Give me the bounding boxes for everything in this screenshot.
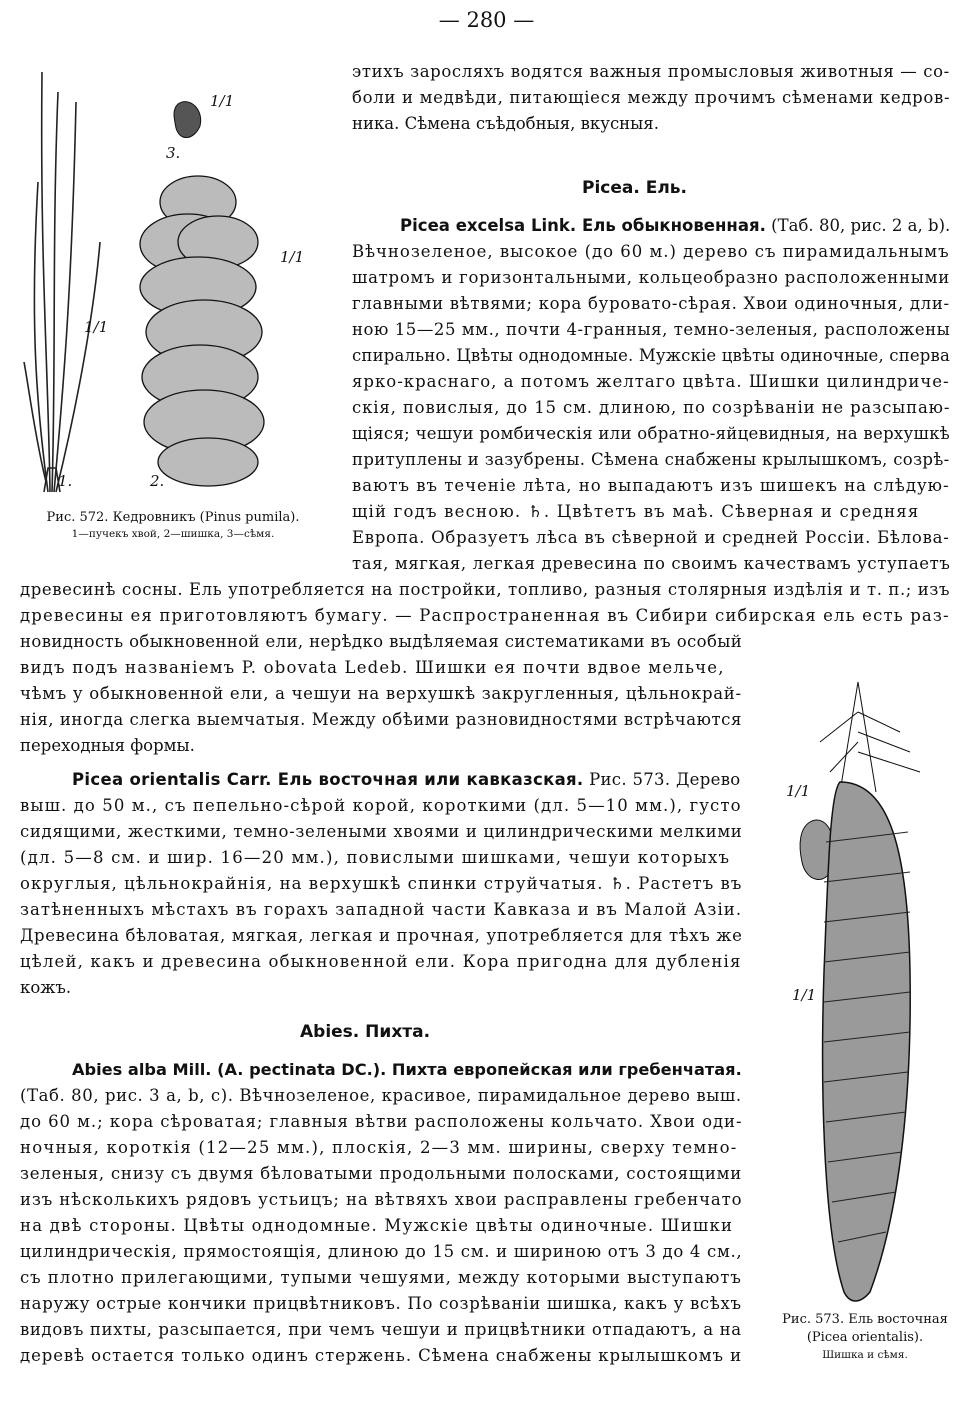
fig572-scale-needles: 1/1: [84, 318, 109, 336]
text-line: до 60 м.; кора сѣроватая; главныя вѣтви расположены кольчато. Хвои оди-: [20, 1112, 743, 1131]
text-line: видовъ пихты, разсыпается, при чемъ чешуи и прицвѣтники отпадаютъ, а на: [20, 1320, 742, 1339]
text-line: изъ нѣсколькихъ рядовъ устьицъ; на вѣтвяхъ хвои расправлены гребенчато: [20, 1190, 743, 1209]
cone-drawing: [823, 782, 911, 1301]
fig572-label-2: 2.: [150, 472, 165, 490]
text-line: щіяся; чешуи ромбическія или обратно-яйцевидныя, на верхушкѣ: [352, 424, 951, 443]
cone-tip-drawing: [820, 682, 920, 792]
picea-orientalis-first-line: [72, 772, 741, 789]
text-line: нія, иногда слегка выемчатыя. Между обѣими разновидностями встрѣчаются: [20, 710, 742, 729]
text-line: главными вѣтвями; кора буровато-сѣрая. Хвои одиночныя, дли-: [352, 294, 950, 313]
needle-bundle-drawing: [24, 72, 100, 492]
text-line: (Таб. 80, рис. 3 a, b, c). Вѣчнозеленое, красивое, пирамидальное дерево выш.: [20, 1086, 742, 1105]
text-line: Древесина бѣловатая, мягкая, легкая и прочная, употребляется для тѣхъ же: [20, 926, 743, 945]
cone-drawing: [140, 176, 264, 486]
fig572-label-1: 1.: [58, 472, 73, 490]
page-number: — 280 —: [438, 8, 535, 32]
text-line: скія, повислыя, до 15 см. длиною, по созрѣваніи не разсыпаю-: [352, 398, 951, 417]
text-line: древесинѣ сосны. Ель употребляется на постройки, топливо, разныя столярныя издѣлія и т. п.; изъ: [20, 580, 951, 599]
fig573-scale-cone: 1/1: [792, 986, 817, 1004]
picea-excelsa-first-line: [400, 218, 950, 235]
fig572-label-3: 3.: [166, 144, 181, 162]
text-line: боли и медвѣди, питающіеся между прочимъ сѣменами кедров-: [352, 88, 951, 107]
text-line: сидящими, жесткими, темно-зелеными хвоями и цилиндрическими мелкими: [20, 822, 743, 841]
picea-excelsa-ref: (Таб. 80, рис. 2 a, b).: [771, 216, 951, 235]
text-line: видъ подъ названіемъ P. obovata Ledeb. Шишки ея почти вдвое мельче,: [20, 658, 725, 677]
text-line: на двѣ стороны. Цвѣты однодомные. Мужскіе цвѣты одиночные. Шишки: [20, 1216, 734, 1235]
abies-heading: Abies. Пихта.: [300, 1022, 431, 1042]
seed-drawing: [174, 102, 201, 138]
text-line: округлыя, цѣльнокрайнія, на верхушкѣ спинки струйчатыя. ♄. Растетъ въ: [20, 874, 743, 893]
figure-573-caption-3: Шишка и сѣмя.: [822, 1349, 908, 1361]
text-line: съ плотно прилегающими, тупыми чешуями, между которыми выступаютъ: [20, 1268, 742, 1287]
text-line: притуплены и зазубрены. Сѣмена снабжены крылышкомъ, созрѣ-: [352, 450, 950, 469]
text-line: щій годъ весною. ♄. Цвѣтетъ въ маѣ. Сѣверная и средняя: [352, 502, 920, 521]
text-line: древесины ея приготовляютъ бумагу. — Распространенная въ Сибири сибирская ель есть раз-: [20, 606, 950, 625]
text-line: спирально. Цвѣты однодомные. Мужскіе цвѣты одиночные, сперва: [352, 346, 950, 365]
figure-572-caption: Рис. 572. Кедровникъ (Pinus pumila).: [46, 510, 300, 525]
text-line: этихъ заросляхъ водятся важныя промысловыя животныя — со-: [352, 62, 950, 81]
figure-573-caption-2: (Picea orientalis).: [806, 1330, 924, 1345]
fig572-scale-seed: 1/1: [210, 92, 235, 110]
fig572-scale-cone: 1/1: [280, 248, 305, 266]
text-line: цилиндрическія, прямостоящія, длиною до 15 см. и шириною отъ 3 до 4 см.,: [20, 1242, 743, 1261]
picea-orientalis-name: Picea orientalis Carr. Ель восточная или кавказская.: [72, 770, 584, 789]
text-line: тая, мягкая, легкая древесина по своимъ качествамъ уступаетъ: [352, 554, 951, 573]
text-line: деревѣ остается только одинъ стержень. Сѣмена снабжены крылышкомъ и: [20, 1346, 742, 1365]
text-line: ваютъ въ теченіе лѣта, но выпадаютъ изъ шишекъ на слѣдую-: [352, 476, 950, 495]
text-line: Вѣчнозеленое, высокое (до 60 м.) дерево съ пирамидальнымъ: [352, 242, 950, 261]
figure-573-caption-1: Рис. 573. Ель восточная: [782, 1312, 948, 1327]
picea-excelsa-name: Picea excelsa Link. Ель обыкновенная.: [400, 216, 766, 235]
figure-572-illustration: [18, 62, 318, 502]
picea-orientalis-ref: Рис. 573. Дерево: [589, 770, 741, 789]
picea-heading: Picea. Ель.: [582, 178, 688, 198]
text-line: выш. до 50 м., съ пепельно-сѣрой корой, короткими (дл. 5—10 мм.), густо: [20, 796, 742, 815]
text-line: Европа. Образуетъ лѣса въ сѣверной и средней Россіи. Бѣлова-: [352, 528, 950, 547]
text-line: шатромъ и горизонтальными, кольцеобразно расположенными: [352, 268, 950, 287]
text-line: кожъ.: [20, 978, 72, 997]
fig573-scale-seed: 1/1: [786, 782, 811, 800]
text-line: ною 15—25 мм., почти 4-гранныя, темно-зеленыя, расположены: [352, 320, 951, 339]
text-line: цѣлей, какъ и древесина обыкновенной ели. Кора пригодна для дубленія: [20, 952, 742, 971]
text-line: ярко-краснаго, а потомъ желтаго цвѣта. Шишки цилиндриче-: [352, 372, 950, 391]
abies-alba-name: Abies alba Mill. (A. pectinata DC.). Пихта европейская или гребенчатая.: [72, 1060, 742, 1079]
figure-572-subcaption: 1—пучекъ хвой, 2—шишка, 3—сѣмя.: [71, 528, 275, 540]
text-line: затѣненныхъ мѣстахъ въ горахъ западной части Кавказа и въ Малой Азіи.: [20, 900, 743, 919]
text-line: ника. Сѣмена съѣдобныя, вкусныя.: [352, 114, 659, 133]
text-line: наружу острые кончики прицвѣтниковъ. По созрѣваніи шишка, какъ у всѣхъ: [20, 1294, 742, 1313]
text-line: новидность обыкновенной ели, нерѣдко выдѣляемая систематиками въ особый: [20, 632, 743, 651]
figure-573-illustration: [780, 672, 970, 1312]
text-line: переходныя формы.: [20, 736, 195, 755]
text-line: зеленыя, снизу съ двумя бѣловатыми продольными полосками, состоящими: [20, 1164, 742, 1183]
text-line: (дл. 5—8 см. и шир. 16—20 мм.), повислыми шишками, чешуи которыхъ: [20, 848, 731, 867]
text-line: чѣмъ у обыкновенной ели, а чешуи на верхушкѣ закругленныя, цѣльнокрай-: [20, 684, 742, 703]
text-line: ночныя, короткія (12—25 мм.), плоскія, 2—3 мм. ширины, сверху темно-: [20, 1138, 738, 1157]
